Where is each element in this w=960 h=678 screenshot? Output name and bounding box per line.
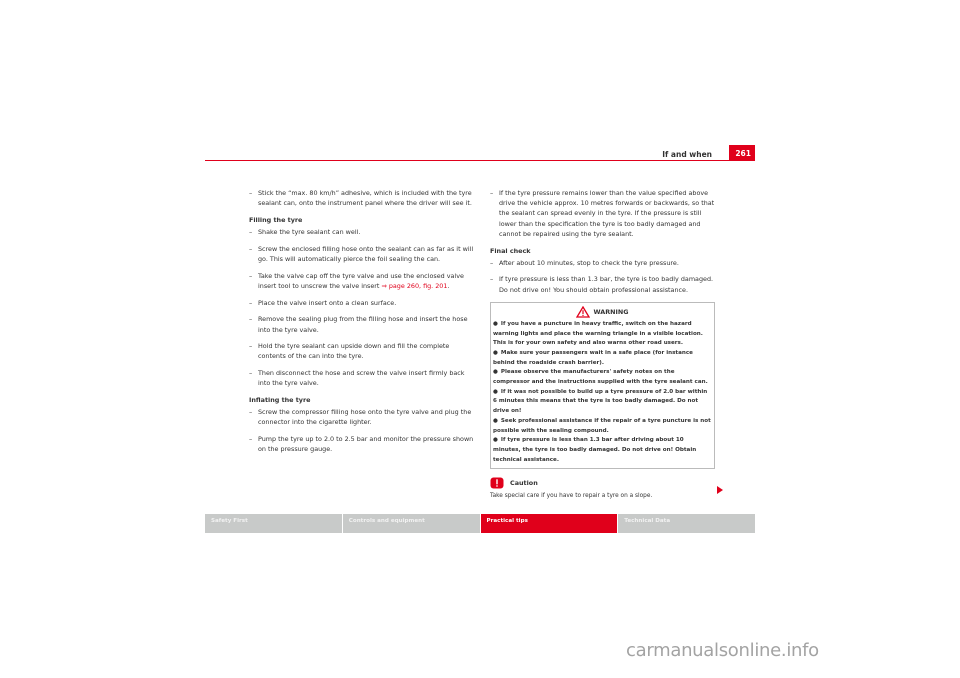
warning-item: ● If you have a puncture in heavy traffic, switch on the hazard warning lights and place the warning triangle in a visible location. This is for your own safety and also warns other road users. (493, 320, 703, 347)
section-heading-inflating: Inflating the tyre (249, 396, 311, 405)
instruction-step: – After about 10 minutes, stop to check the tyre pressure. (490, 258, 679, 267)
page-number: 261 (729, 145, 755, 161)
instruction-step: – Screw the enclosed filling hose onto the sealant can as far as it will go. This will automatically pierce the foil sealing the can. (249, 244, 474, 264)
instruction-step: – Pump the tyre up to 2.0 to 2.5 bar and monitor the pressure shown on the pressure gauge. (249, 435, 474, 454)
instruction-step: – Screw the compressor filling hose onto the tyre valve and plug the connector into the cigarette lighter. (249, 408, 472, 427)
warning-item: ● Seek professional assistance if the repair of a tyre puncture is not possible with the sealing compound. (493, 417, 711, 434)
right-column (490, 188, 715, 502)
instruction-step: – If the tyre pressure remains lower than the value specified above drive the vehicle approx. 10 metres forwards or backwards, so that the sealant can spread evenly in the tyre. If the pressure is still lower than the specification the tyre is too badly damaged and cannot be repaired using the tyre sealant. (490, 189, 715, 238)
tab-practical-tips[interactable]: Practical tips (481, 514, 618, 533)
footer-navigation (205, 514, 755, 533)
instruction-step: – Remove the sealing plug from the filling hose and insert the hose into the tyre valve. (249, 315, 468, 334)
caution-title: Caution (510, 479, 538, 488)
instruction-step: – Take the valve cap off the tyre valve and use the enclosed valve insert tool to unscrew the valve insert ⇒ page 260, fig. 201. (249, 271, 464, 290)
caution-header (490, 477, 715, 489)
warning-item: ● Please observe the manufacturers' safety notes on the compressor and the instructions supplied with the tyre sealant can. (493, 369, 708, 386)
header-title: If and when (662, 150, 712, 159)
tab-controls-and-equipment[interactable]: Controls and equipment (343, 514, 480, 533)
caution-text: Take special care if you have to repair a tyre on a slope. (490, 493, 653, 500)
instruction-step: – Stick the “max. 80 km/h” adhesive, which is included with the tyre sealant can, onto the instrument panel where the driver will see it. (249, 189, 472, 208)
instruction-step: – Then disconnect the hose and screw the valve insert firmly back into the tyre valve. (249, 369, 465, 388)
next-page-arrow-icon[interactable] (716, 486, 724, 494)
caution-exclamation-icon (490, 477, 504, 489)
warning-item: ● If it was not possible to build up a tyre pressure of 2.0 bar within 6 minutes this means that the tyre is too badly damaged. Do not drive on! (493, 388, 708, 415)
tab-safety-first[interactable]: Safety First (205, 514, 342, 533)
warning-item: ● Make sure your passengers wait in a safe place (for instance behind the roadside crash barrier). (493, 349, 693, 366)
section-heading-filling: Filling the tyre (249, 215, 303, 224)
warning-box (490, 302, 715, 470)
section-heading-final-check: Final check (490, 246, 531, 255)
left-column (249, 188, 474, 461)
header-rule (205, 160, 755, 161)
instruction-step: – If tyre pressure is less than 1.3 bar, the tyre is too badly damaged. Do not drive on! You should obtain professional assistance. (490, 275, 714, 294)
instruction-step: – Place the valve insert onto a clean surface. (249, 298, 397, 307)
instruction-step: – Hold the tyre sealant can upside down and fill the complete contents of the can into the tyre. (249, 342, 450, 361)
warning-title: WARNING (593, 307, 629, 316)
instruction-step: – Shake the tyre sealant can well. (249, 228, 361, 237)
warning-triangle-icon (576, 306, 590, 318)
warning-header (493, 305, 711, 319)
watermark: carmanualsonline.info (626, 640, 819, 661)
page-reference-link[interactable]: ⇒ page 260, fig. 201 (381, 281, 448, 290)
tab-technical-data[interactable]: Technical Data (618, 514, 755, 533)
warning-item: ● If tyre pressure is less than 1.3 bar after driving about 10 minutes, the tyre is too badly damaged. Do not drive on! Obtain technical assistance. (493, 437, 697, 463)
